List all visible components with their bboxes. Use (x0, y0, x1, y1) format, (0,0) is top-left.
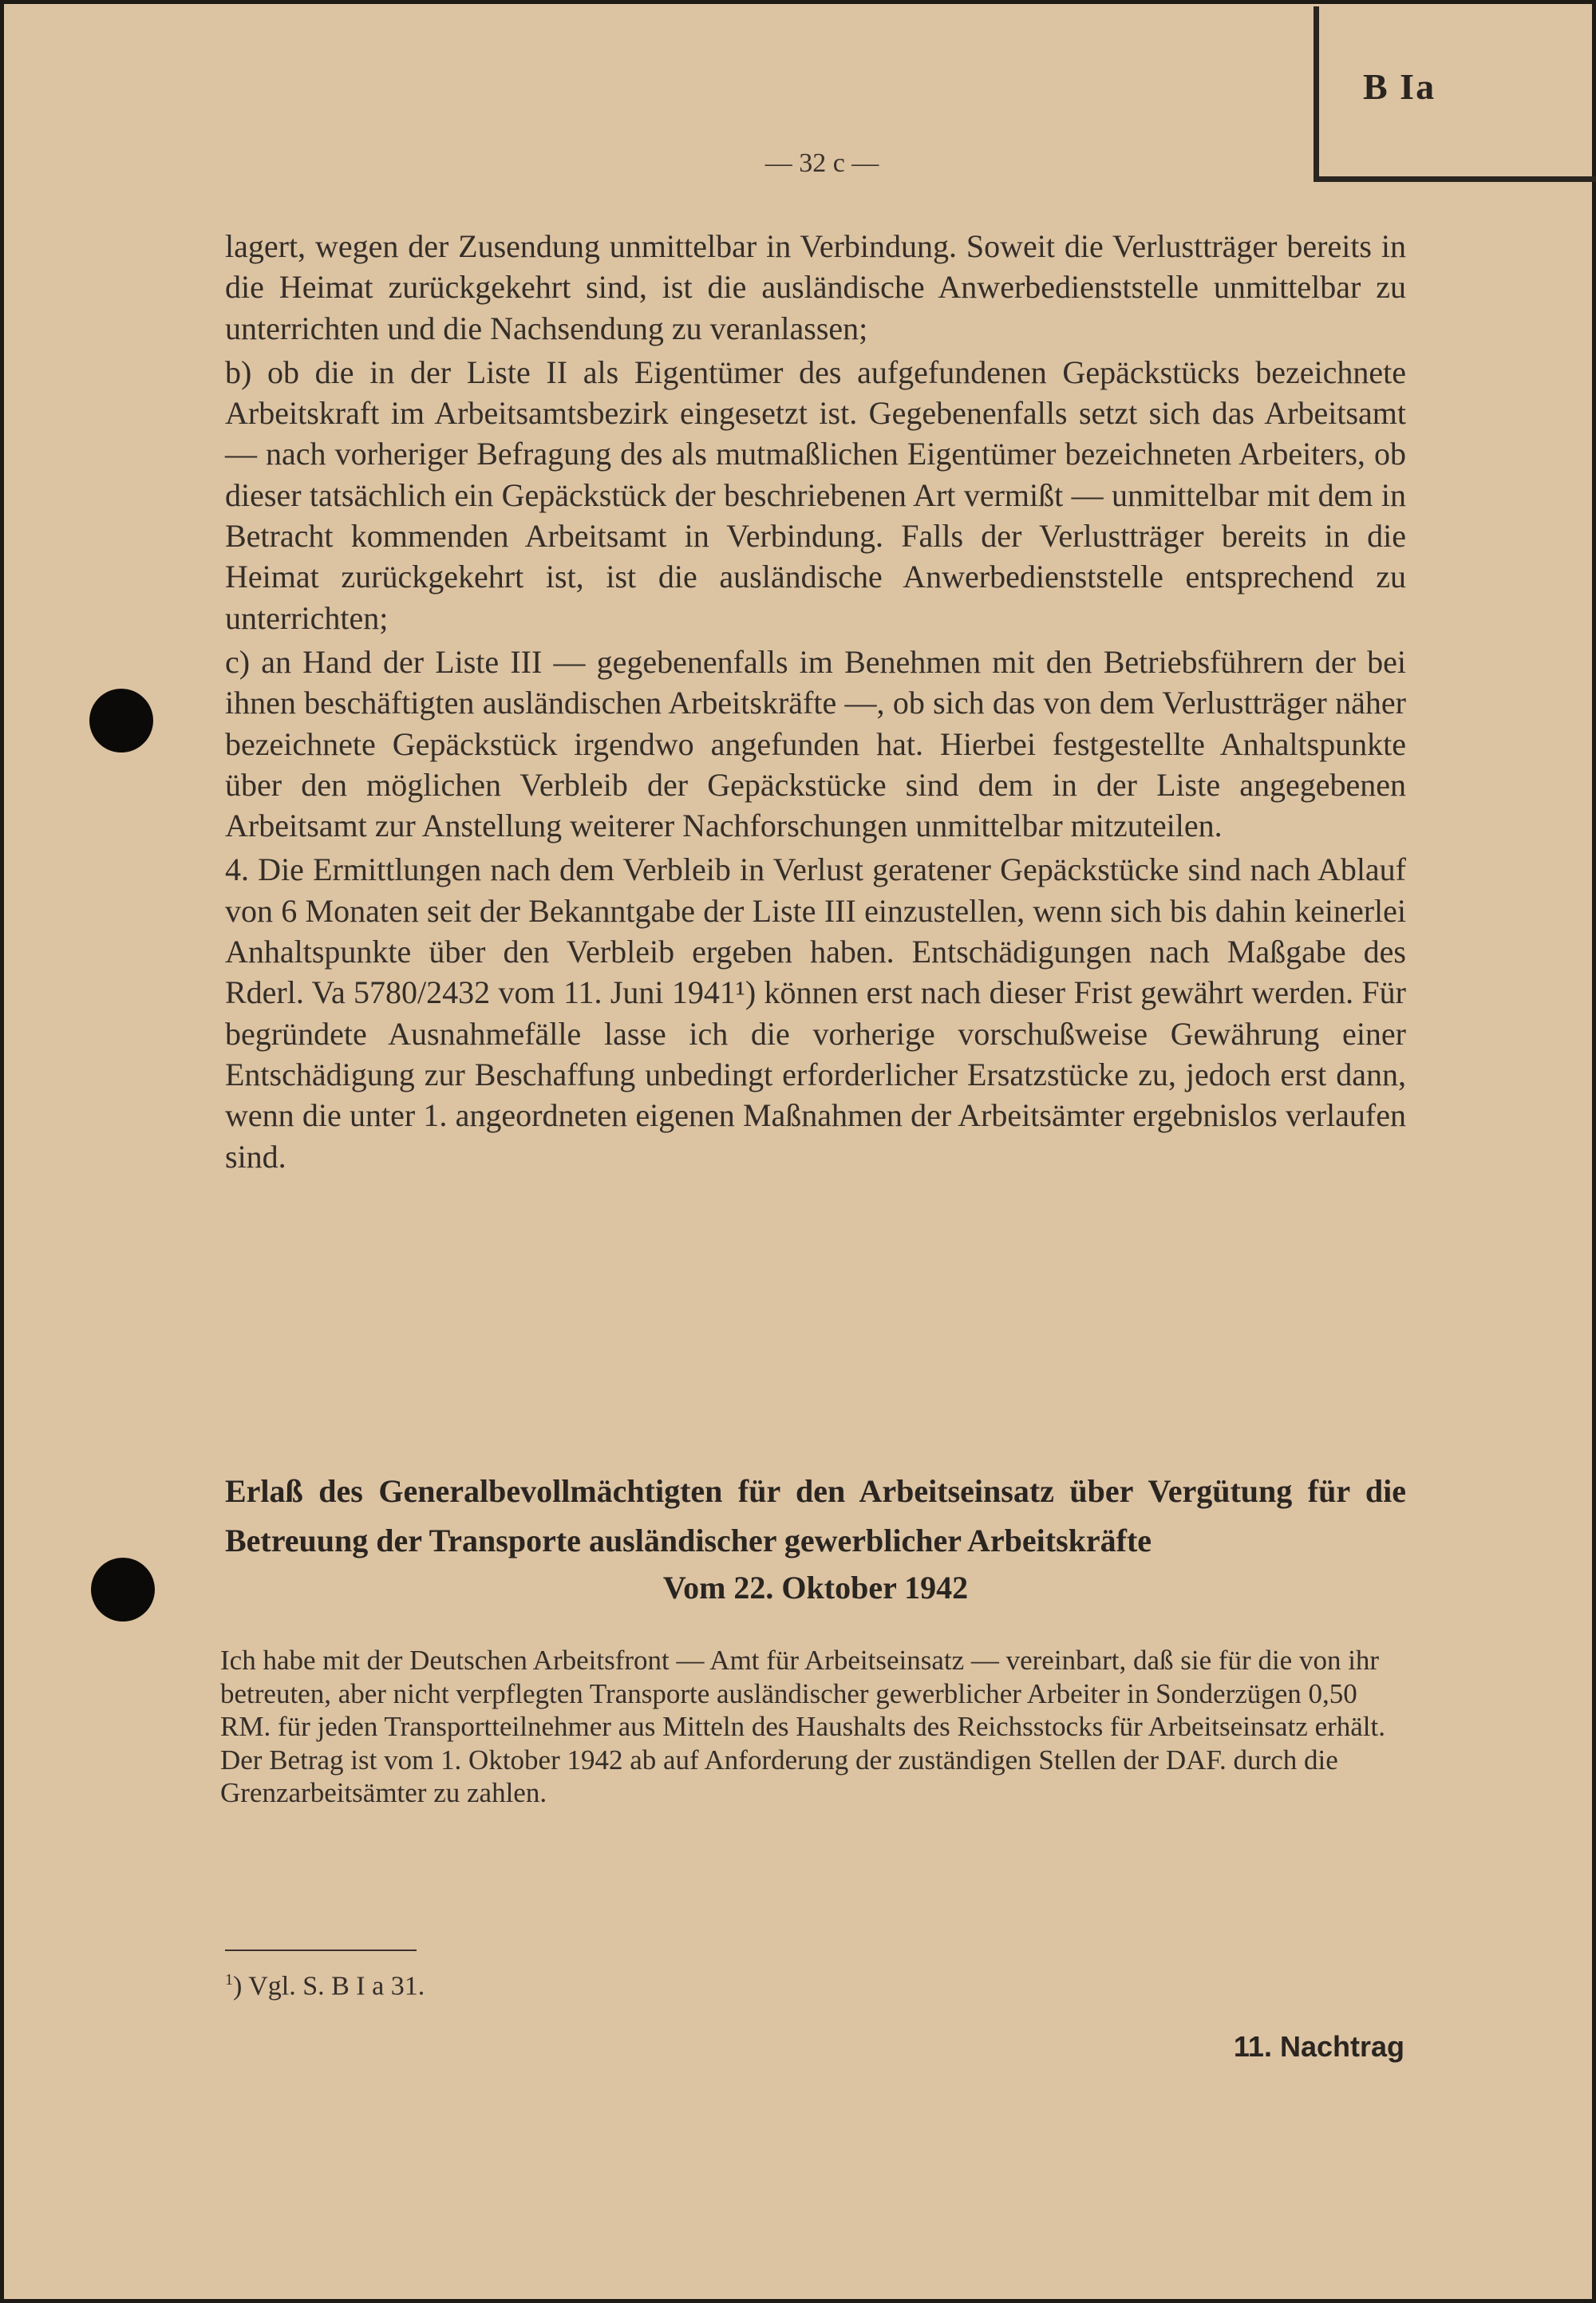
footnote (225, 1971, 704, 2001)
decree-text (220, 1644, 1406, 1810)
decree-paragraph: Der Betrag ist vom 1. Oktober 1942 ab auf Anforderung der zuständigen Stellen der DAF. durch die Grenzarbeitsämter zu zahlen. (220, 1744, 1338, 1808)
supplement-label: 11. Nachtrag (1233, 2030, 1404, 2063)
paragraph-c: c) an Hand der Liste III — gegebenenfalls im Benehmen mit den Betriebsführern der bei ihnen beschäftigten ausländischen Arbeitskräfte —, ob sich das von dem Verlustträger näher bezeichnete Gepäckstück irgendwo angefunden hat. Hierbei festgestellte Anhaltspunkte über den möglichen Verbleib der Gepäckstücke sind dem in der Liste angegebenen Arbeitsamt zur Anstellung weiterer Nachforschungen unmittelbar mitzuteilen. (225, 643, 1406, 844)
paragraph-4: 4. Die Ermittlungen nach dem Verbleib in Verlust geratener Gepäckstücke sind nach Ablauf von 6 Monaten seit der Bekanntgabe der Liste III einzustellen, wenn sich bis dahin keinerlei Anhaltspunkte über den Verbleib ergeben haben. Entschädigungen nach Maßgabe des Rderl. Va 5780/2432 vom 11. Juni 1941¹) können erst nach dieser Frist gewährt werden. Für begründete Ausnahmefälle lasse ich die vorherige vorschußweise Gewährung einer Entschädigung zur Beschaffung unbedingt erforderlicher Ersatzstücke zu, jedoch erst dann, wenn die unter 1. angeordneten eigenen Maßnahmen der Arbeitsämter ergebnislos verlaufen sind. (225, 851, 1406, 1175)
paragraph-continuation: lagert, wegen der Zusendung unmittelbar in Verbindung. Soweit die Verlustträger bereits in die Heimat zurückgekehrt sind, ist die ausländische Anwerbedienststelle unmittelbar zu unterrichten und die Nachsendung zu veranlassen; (225, 228, 1406, 346)
punch-hole (89, 689, 153, 753)
decree-date: Vom 22. Oktober 1942 (662, 1570, 969, 1606)
page-number: — 32 c — (764, 148, 879, 178)
footnote-text: ) Vgl. S. B I a 31. (233, 1971, 425, 2001)
footnote-marker: 1 (225, 1971, 233, 1989)
decree-title: Erlaß des Generalbevollmächtigten für den Arbeitseinsatz über Vergütung für die Betreuung der Transporte ausländischer gewerblicher Arbeitskräfte (225, 1473, 1406, 1558)
section-marker-label: B Ia (1363, 66, 1436, 107)
punch-hole (91, 1558, 155, 1622)
body-text (225, 226, 1406, 1180)
decree-paragraph: Ich habe mit der Deutschen Arbeitsfront — Amt für Arbeitseinsatz — vereinbart, daß sie für die von ihr betreuten, aber nicht verpflegten Transporte ausländischer gewerblicher Arbeiter in Sonderzügen 0,50 RM. für jeden Transportteilnehmer aus Mitteln des Haushalts des Reichsstocks für Arbeitseinsatz erhält. (220, 1645, 1386, 1742)
footnote-divider (225, 1949, 417, 1951)
paragraph-b: b) ob die in der Liste II als Eigentümer des aufgefundenen Gepäckstücks bezeichnete Arbeitskraft im Arbeitsamtsbezirk eingesetzt ist. Gegebenenfalls setzt sich das Arbeitsamt — nach vorheriger Befragung des als mutmaßlichen Eigentümer bezeichneten Arbeiters, ob dieser tatsächlich ein Gepäckstück der beschriebenen Art vermißt — unmittelbar mit dem in Betracht kommenden Arbeitsamt in Verbindung. Falls der Verlustträger bereits in die Heimat zurückgekehrt ist, ist die ausländische Anwerbedienststelle entsprechend zu unterrichten; (225, 354, 1406, 636)
